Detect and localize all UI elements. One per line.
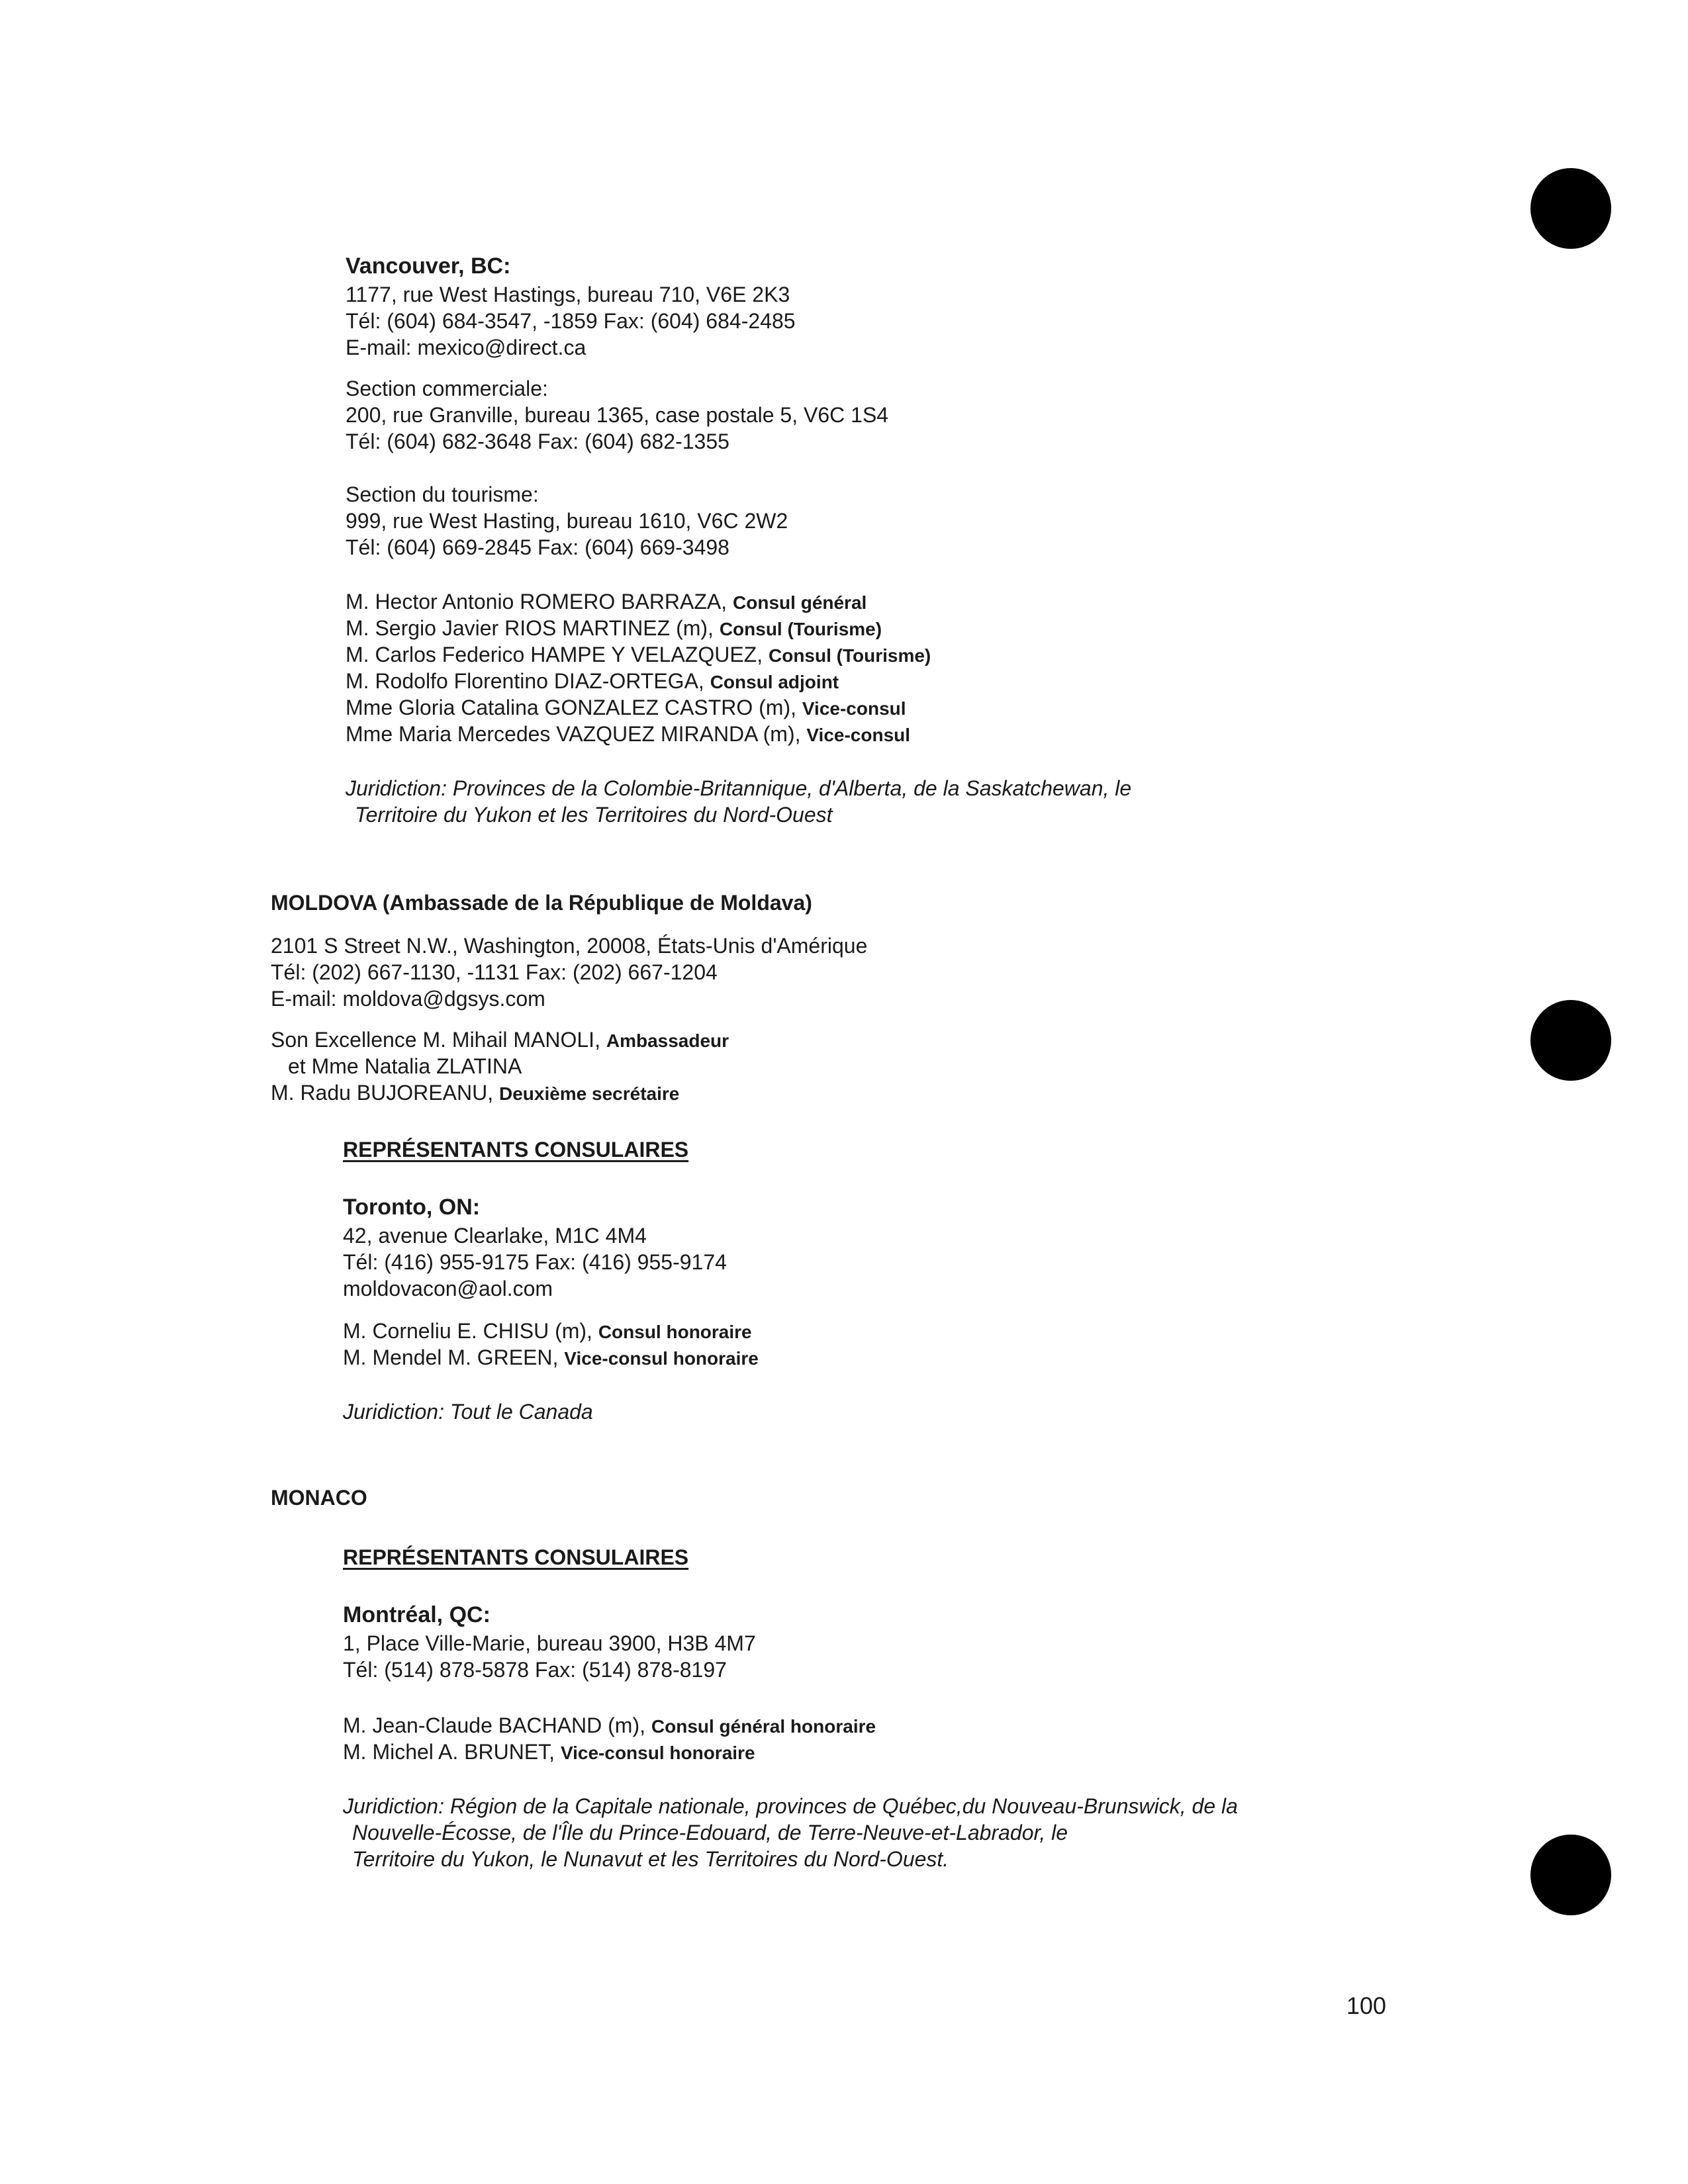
tourism-label: Section du tourisme:	[346, 482, 539, 506]
staff-name: M. Sergio Javier RIOS MARTINEZ (m),	[346, 616, 714, 640]
montreal-phone: Tél: (514) 878-5878 Fax: (514) 878-8197	[343, 1658, 727, 1682]
staff-title: Consul général honoraire	[651, 1716, 876, 1737]
ambassador-title: Ambassadeur	[606, 1030, 729, 1051]
tourism-phone: Tél: (604) 669-2845 Fax: (604) 669-3498	[346, 535, 729, 559]
vancouver-phone: Tél: (604) 684-3547, -1859 Fax: (604) 684-2485	[346, 309, 796, 333]
staff-title: Consul (Tourisme)	[769, 645, 931, 666]
staff-row	[343, 1712, 876, 1740]
staff-name: M. Corneliu E. CHISU (m),	[343, 1319, 592, 1343]
page-number: 100	[1346, 1992, 1387, 2019]
toronto-jurisdiction: Juridiction: Tout le Canada	[343, 1400, 593, 1424]
staff-name: M. Mendel M. GREEN,	[343, 1345, 559, 1369]
commercial-label: Section commerciale:	[346, 377, 548, 400]
commercial-address: 200, rue Granville, bureau 1365, case postale 5, V6C 1S4	[346, 403, 889, 427]
staff-name: M. Hector Antonio ROMERO BARRAZA,	[346, 590, 727, 614]
staff-name: M. Rodolfo Florentino DIAZ-ORTEGA,	[346, 669, 704, 693]
secretary-title: Deuxième secrétaire	[498, 1083, 680, 1104]
toronto-city: Toronto, ON:	[343, 1195, 481, 1220]
staff-title: Consul général	[733, 592, 867, 613]
staff-title: Consul honoraire	[598, 1322, 752, 1342]
staff-title: Consul (Tourisme)	[719, 619, 882, 639]
commercial-phone: Tél: (604) 682-3648 Fax: (604) 682-1355	[346, 430, 729, 453]
staff-row	[346, 694, 906, 722]
secretary-row	[271, 1079, 679, 1107]
vancouver-city: Vancouver, BC:	[346, 253, 511, 279]
staff-title: Consul adjoint	[710, 672, 839, 692]
vancouver-jurisdiction-line1: Juridiction: Provinces de la Colombie-Britannique, d'Alberta, de la Saskatchewan, le	[346, 776, 1132, 800]
staff-row	[343, 1318, 752, 1345]
moldova-address: 2101 S Street N.W., Washington, 20008, États-Unis d'Amérique	[271, 934, 868, 958]
ambassador-spouse: et Mme Natalia ZLATINA	[288, 1054, 522, 1078]
punch-hole-top	[1530, 168, 1611, 249]
staff-title: Vice-consul	[806, 725, 911, 745]
staff-row	[346, 615, 882, 643]
staff-name: Mme Maria Mercedes VAZQUEZ MIRANDA (m),	[346, 722, 801, 746]
ambassador-name: Son Excellence M. Mihail MANOLI,	[271, 1028, 600, 1052]
moldova-heading: MOLDOVA (Ambassade de la République de Moldava)	[271, 891, 812, 915]
tourism-address: 999, rue West Hasting, bureau 1610, V6C 2W2	[346, 509, 788, 533]
staff-title: Vice-consul honoraire	[564, 1348, 759, 1369]
staff-name: M. Michel A. BRUNET,	[343, 1740, 555, 1764]
moldova-consular-heading: REPRÉSENTANTS CONSULAIRES	[343, 1138, 689, 1161]
secretary-name: M. Radu BUJOREANU,	[271, 1081, 494, 1105]
staff-title: Vice-consul	[802, 698, 906, 719]
toronto-email: moldovacon@aol.com	[343, 1277, 553, 1300]
staff-name: M. Carlos Federico HAMPE Y VELAZQUEZ,	[346, 643, 763, 666]
monaco-heading: MONACO	[271, 1486, 367, 1510]
staff-row	[346, 721, 910, 749]
staff-row	[346, 588, 867, 616]
montreal-jurisdiction-line3: Territoire du Yukon, le Nunavut et les Territoires du Nord-Ouest.	[352, 1847, 949, 1871]
monaco-consular-heading: REPRÉSENTANTS CONSULAIRES	[343, 1545, 689, 1569]
punch-hole-bottom	[1530, 1835, 1611, 1915]
moldova-email: E-mail: moldova@dgsys.com	[271, 987, 545, 1011]
vancouver-email: E-mail: mexico@direct.ca	[346, 336, 586, 359]
staff-row	[346, 641, 931, 669]
staff-name: Mme Gloria Catalina GONZALEZ CASTRO (m),	[346, 696, 796, 719]
vancouver-jurisdiction-line2: Territoire du Yukon et les Territoires du Nord-Ouest	[355, 803, 833, 827]
montreal-jurisdiction-line1: Juridiction: Région de la Capitale nationale, provinces de Québec,du Nouveau-Brunswick, de la	[343, 1794, 1238, 1818]
moldova-phone: Tél: (202) 667-1130, -1131 Fax: (202) 667-1204	[271, 960, 718, 984]
montreal-jurisdiction-line2: Nouvelle-Écosse, de l'Île du Prince-Edouard, de Terre-Neuve-et-Labrador, le	[352, 1821, 1068, 1844]
vancouver-address: 1177, rue West Hastings, bureau 710, V6E 2K3	[346, 283, 790, 306]
ambassador-row	[271, 1026, 729, 1054]
montreal-address: 1, Place Ville-Marie, bureau 3900, H3B 4M7	[343, 1631, 756, 1655]
staff-name: M. Jean-Claude BACHAND (m),	[343, 1713, 645, 1737]
staff-row	[343, 1344, 759, 1372]
punch-hole-middle	[1530, 1000, 1611, 1081]
montreal-city: Montréal, QC:	[343, 1602, 491, 1627]
staff-title: Vice-consul honoraire	[560, 1743, 755, 1763]
toronto-address: 42, avenue Clearlake, M1C 4M4	[343, 1224, 647, 1248]
toronto-phone: Tél: (416) 955-9175 Fax: (416) 955-9174	[343, 1250, 727, 1274]
staff-row	[346, 668, 839, 696]
staff-row	[343, 1739, 755, 1766]
